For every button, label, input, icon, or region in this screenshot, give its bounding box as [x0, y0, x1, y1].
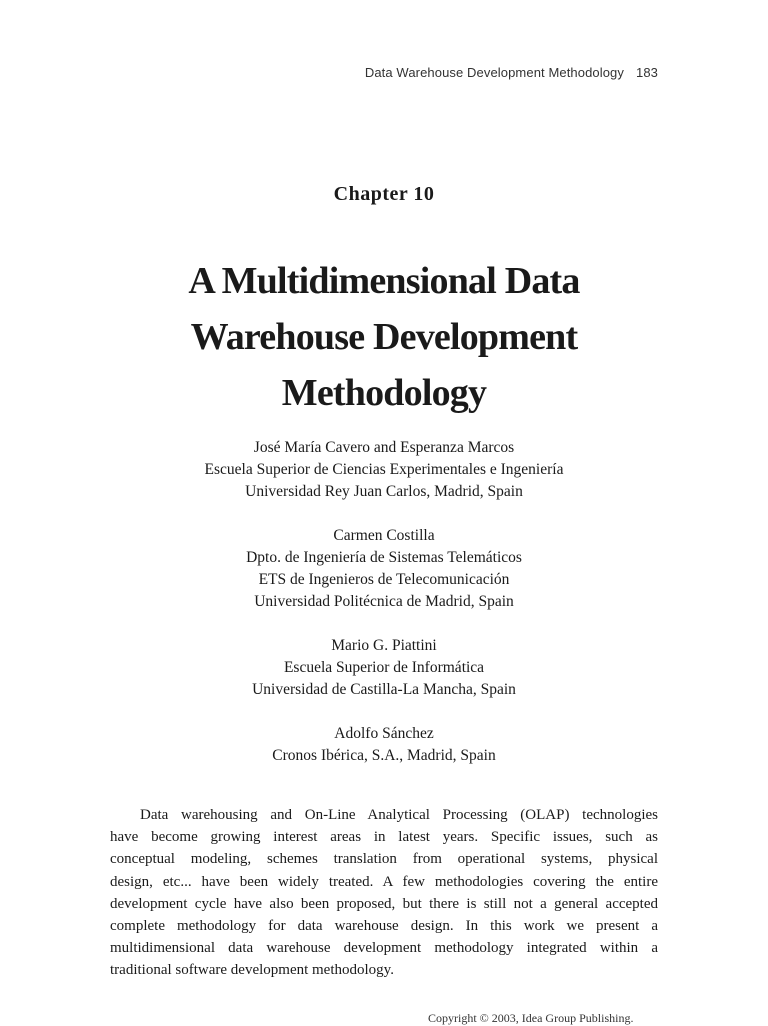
abstract-line: traditional software development methodology. — [110, 962, 394, 979]
page-number: 183 — [636, 65, 658, 80]
chapter-label: Chapter 10 — [333, 183, 435, 205]
author-affiliations — [0, 437, 768, 789]
author-names: Adolfo Sánchez — [334, 725, 434, 742]
running-header — [0, 65, 658, 80]
chapter-title-line: Methodology — [281, 372, 487, 414]
author-names: José María Cavero and Esperanza Marcos — [253, 439, 515, 456]
affiliation-line: Universidad Politécnica de Madrid, Spain — [254, 593, 514, 610]
copyright-notice: Copyright © 2003, Idea Group Publishing. — [428, 1011, 634, 1025]
author-block — [0, 723, 768, 767]
author-block — [0, 437, 768, 503]
affiliation-line: Escuela Superior de Informática — [283, 659, 485, 676]
abstract-line: design, etc... have been widely treated. A few methodologies covering the entire — [110, 873, 658, 890]
author-names: Carmen Costilla — [333, 527, 435, 544]
abstract-line: conceptual modeling, schemes translation from operational systems, physical — [110, 851, 658, 868]
affiliation-line: Universidad Rey Juan Carlos, Madrid, Spain — [245, 483, 523, 500]
running-title: Data Warehouse Development Methodology — [364, 65, 624, 80]
affiliation-line: ETS de Ingenieros de Telecomunicación — [258, 571, 510, 588]
abstract-line: multidimensional data warehouse development methodology integrated within a — [110, 940, 658, 957]
affiliation-line: Cronos Ibérica, S.A., Madrid, Spain — [272, 747, 496, 764]
abstract-line: have become growing interest areas in latest years. Specific issues, such as — [110, 829, 658, 846]
chapter-title-line: Warehouse Development — [190, 316, 578, 358]
abstract-paragraph — [110, 804, 658, 982]
chapter-title — [0, 253, 768, 421]
author-block — [0, 635, 768, 701]
author-names: Mario G. Piattini — [331, 637, 437, 654]
affiliation-line: Escuela Superior de Ciencias Experimentales e Ingeniería — [204, 461, 564, 478]
affiliation-line: Universidad de Castilla-La Mancha, Spain — [252, 681, 516, 698]
affiliation-line: Dpto. de Ingeniería de Sistemas Telemáticos — [246, 549, 522, 566]
abstract-line: development cycle have also been proposed, but there is still not a general accepted — [110, 895, 658, 912]
abstract-line: Data warehousing and On-Line Analytical Processing (OLAP) technologies — [140, 807, 658, 823]
abstract-line: complete methodology for data warehouse design. In this work we present a — [110, 918, 658, 935]
author-block — [0, 525, 768, 613]
chapter-title-line: A Multidimensional Data — [188, 260, 580, 302]
